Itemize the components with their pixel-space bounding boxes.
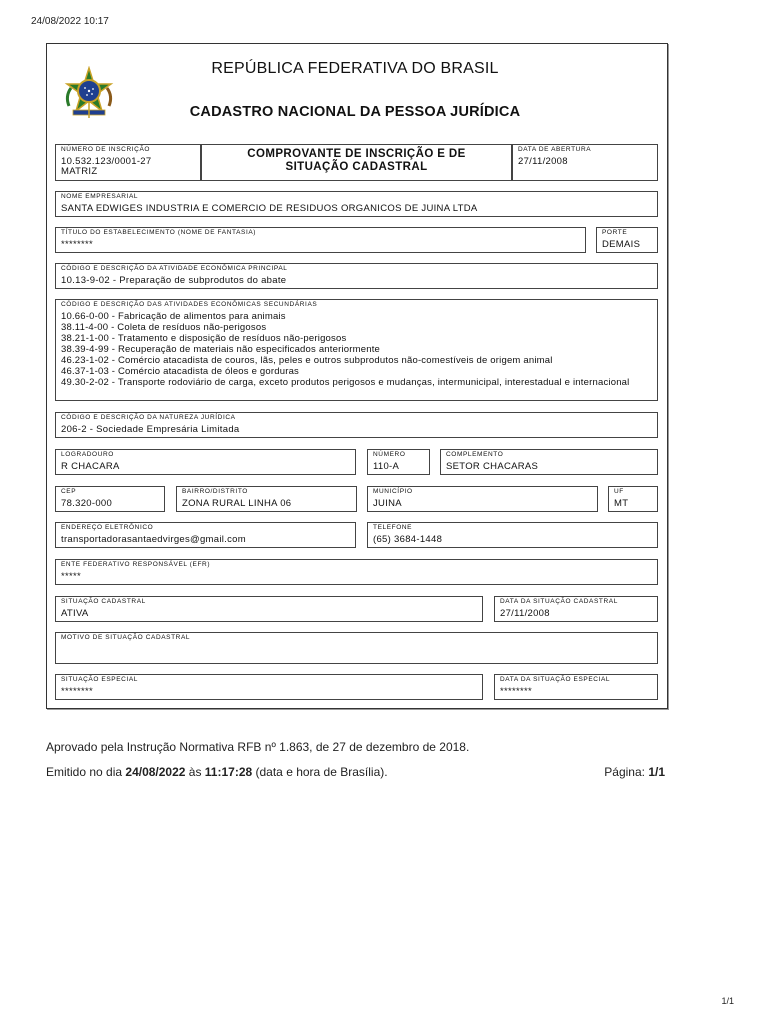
opening-date: 27/11/2008 (518, 156, 568, 167)
emission-suffix: (data e hora de Brasília). (252, 765, 388, 779)
address-number: 110-A (373, 461, 400, 472)
company-name: SANTA EDWIGES INDUSTRIA E COMERCIO DE RESIDUOS ORGANICOS DE JUINA LTDA (61, 203, 478, 214)
list-item: 49.30-2-02 - Transporte rodoviário de carga, exceto produtos perigosos e mudanças, intermunicipal, interestadual e internacional (61, 377, 630, 388)
special-date: ******** (500, 686, 532, 697)
emission-note (46, 765, 388, 779)
emission-prefix: Emitido no dia (46, 765, 126, 779)
zip-box (55, 486, 165, 512)
size-label: PORTE (602, 229, 628, 236)
complement: SETOR CHACARAS (446, 461, 539, 472)
main-activity-label: CÓDIGO E DESCRIÇÃO DA ATIVIDADE ECONÔMICA PRINCIPAL (61, 265, 288, 272)
email: transportadorasantaedvirges@gmail.com (61, 534, 246, 545)
district: ZONA RURAL LINHA 06 (182, 498, 292, 509)
street-label: LOGRADOURO (61, 451, 114, 458)
trade-name-label: TÍTULO DO ESTABELECIMENTO (NOME DE FANTASIA) (61, 229, 257, 236)
special-date-label: DATA DA SITUAÇÃO ESPECIAL (500, 676, 611, 683)
emission-date: 24/08/2022 (125, 765, 186, 779)
approval-note: Aprovado pela Instrução Normativa RFB nº 1.863, de 27 de dezembro de 2018. (46, 740, 470, 754)
page-value: 1/1 (648, 765, 665, 779)
street-box (55, 449, 356, 475)
status-reason-label: MOTIVO DE SITUAÇÃO CADASTRAL (61, 634, 191, 641)
state-label: UF (614, 488, 624, 495)
main-activity-box (55, 263, 658, 289)
street: R CHACARA (61, 461, 120, 472)
complement-label: COMPLEMENTO (446, 451, 504, 458)
size-value: DEMAIS (602, 239, 641, 250)
phone: (65) 3684-1448 (373, 534, 443, 545)
emission-time: 11:17:28 (204, 765, 253, 779)
zip: 78.320-000 (61, 498, 113, 509)
list-item: 38.39-4-99 - Recuperação de materiais não especificados anteriormente (61, 344, 381, 355)
special-date-box (494, 674, 658, 700)
opening-date-box (512, 144, 658, 181)
list-item: 10.66-0-00 - Fabricação de alimentos para animais (61, 311, 286, 322)
status-label: SITUAÇÃO CADASTRAL (61, 598, 146, 605)
document-title: COMPROVANTE DE INSCRIÇÃO E DE SITUAÇÃO CADASTRAL (247, 148, 466, 173)
trade-name-box (55, 227, 586, 253)
status-date-box (494, 596, 658, 622)
page-subtitle: CADASTRO NACIONAL DA PESSOA JURÍDICA (189, 104, 521, 120)
status-reason-box (55, 632, 658, 664)
legal-nature: 206-2 - Sociedade Empresária Limitada (61, 424, 240, 435)
legal-nature-label: CÓDIGO E DESCRIÇÃO DA NATUREZA JURÍDICA (61, 414, 236, 421)
phone-label: TELEFONE (373, 524, 413, 531)
list-item: 46.23-1-02 - Comércio atacadista de couros, lãs, peles e outros subprodutos não-comestíveis de origem animal (61, 355, 553, 366)
print-page-counter: 1/1 (721, 996, 734, 1006)
company-name-box (55, 191, 658, 217)
legal-nature-box (55, 412, 658, 438)
trade-name: ******** (61, 239, 93, 250)
main-activity: 10.13-9-02 - Preparação de subprodutos do abate (61, 275, 287, 286)
address-number-box (367, 449, 430, 475)
special-status: ******** (61, 686, 93, 697)
page-label: Página: (604, 765, 649, 779)
list-item: 38.11-4-00 - Coleta de resíduos não-perigosos (61, 322, 267, 333)
complement-box (440, 449, 658, 475)
secondary-activities-box (55, 299, 658, 401)
size-box (596, 227, 658, 253)
email-label: ENDEREÇO ELETRÔNICO (61, 524, 154, 531)
city-label: MUNICÍPIO (373, 488, 413, 495)
efr-label: ENTE FEDERATIVO RESPONSÁVEL (EFR) (61, 561, 211, 568)
address-number-label: NÚMERO (373, 451, 406, 458)
city: JUINA (373, 498, 402, 509)
district-box (176, 486, 357, 512)
zip-label: CEP (61, 488, 77, 495)
registration-number-box (55, 144, 201, 181)
brazil-coat-of-arms-icon (61, 66, 117, 122)
page-indicator (604, 765, 665, 779)
registration-number-label: NÚMERO DE INSCRIÇÃO (61, 146, 151, 153)
opening-date-label: DATA DE ABERTURA (518, 146, 592, 153)
list-item: 38.21-1-00 - Tratamento e disposição de resíduos não-perigosos (61, 333, 347, 344)
list-item: 46.37-1-03 - Comércio atacadista de óleos e gorduras (61, 366, 300, 377)
registration-type: MATRIZ (61, 166, 98, 177)
status-date: 27/11/2008 (500, 608, 550, 619)
efr-value: ***** (61, 571, 81, 582)
registration-number: 10.532.123/0001-27 (61, 156, 152, 167)
secondary-activities-label: CÓDIGO E DESCRIÇÃO DAS ATIVIDADES ECONÔMICAS SECUNDÁRIAS (61, 301, 318, 308)
phone-box (367, 522, 658, 548)
secondary-activities-list (61, 311, 651, 388)
efr-box (55, 559, 658, 585)
status-box (55, 596, 483, 622)
special-status-box (55, 674, 483, 700)
city-box (367, 486, 598, 512)
special-status-label: SITUAÇÃO ESPECIAL (61, 676, 139, 683)
company-name-label: NOME EMPRESARIAL (61, 193, 139, 200)
page-title: REPÚBLICA FEDERATIVA DO BRASIL (211, 60, 499, 77)
state: MT (614, 498, 629, 509)
district-label: BAIRRO/DISTRITO (182, 488, 248, 495)
document-title-box (201, 144, 512, 181)
status-date-label: DATA DA SITUAÇÃO CADASTRAL (500, 598, 618, 605)
state-box (608, 486, 658, 512)
email-box (55, 522, 356, 548)
emission-mid: às (185, 765, 205, 779)
status-value: ATIVA (61, 608, 89, 619)
print-datetime: 24/08/2022 10:17 (31, 16, 109, 27)
